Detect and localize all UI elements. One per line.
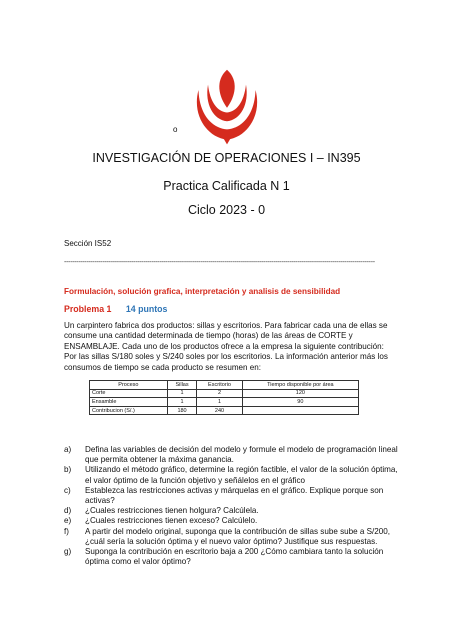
- table-cell: 2: [197, 389, 242, 398]
- cycle-label: Ciclo 2023 - 0: [187, 203, 266, 217]
- question-item: [64, 445, 399, 465]
- question-label: e): [64, 516, 72, 526]
- table-cell: Corte: [90, 389, 168, 398]
- question-item: [64, 547, 399, 567]
- document-subtitle: Practica Calificada N 1: [163, 179, 290, 193]
- table-cell: Contribucion (S/.): [90, 406, 168, 415]
- question-item: [64, 486, 399, 506]
- question-label: g): [64, 547, 72, 557]
- question-item: [64, 527, 399, 547]
- question-item: [64, 465, 399, 485]
- table-cell: 1: [197, 398, 242, 407]
- table-cell: 1: [167, 398, 197, 407]
- table-cell: 1: [167, 389, 197, 398]
- table-header-cell: Proceso: [90, 381, 168, 390]
- question-label: b): [64, 465, 72, 475]
- question-label: a): [64, 445, 72, 454]
- table-cell: 180: [167, 406, 197, 415]
- document-title: INVESTIGACIÓN DE OPERACIONES I – IN395: [92, 151, 361, 165]
- separator-line: ---------------------------------------------------------------------------------------------------------------------------------------------------------: [64, 259, 375, 266]
- question-text: Suponga la contribución en escritorio baja a 200 ¿Cómo cambiara tanto la solución óptima como el valor óptimo?: [85, 547, 384, 567]
- question-text: ¿Cuales restricciones tienen holgura? Calcúlela.: [85, 506, 259, 516]
- problem-heading: [64, 304, 167, 314]
- section-label: Sección IS52: [64, 239, 112, 248]
- question-text: ¿Cuales restricciones tienen exceso? Calcúlelo.: [85, 516, 258, 526]
- question-label: c): [64, 485, 71, 495]
- table-header-cell: Tiempo disponible por área: [242, 381, 358, 390]
- problem-name: Problema 1: [64, 304, 112, 314]
- question-item: [64, 506, 399, 516]
- table-row: [90, 398, 359, 407]
- table-cell: [242, 406, 358, 415]
- table-cell: 90: [242, 398, 358, 407]
- table-row: [90, 406, 359, 415]
- table-header-cell: Sillas: [167, 381, 197, 390]
- question-list: [64, 445, 399, 567]
- question-text: Establezca las restricciones activas y márquelas en el gráfico. Explique porque son activas?: [85, 485, 384, 506]
- problem-description: Un carpintero fabrica dos productos: sillas y escritorios. Para fabricar cada una de ellas se consume una cantidad determinada de tiempo (horas) de las áreas de CORTE y ENSAMBLAJE. Cada uno de los productos ofrece a la empresa la siguiente contribución: Por las sillas S/180 soles y S/240 soles por los escritorios. La información anterior más los consumos de tiempo se cada producto se resumen en:: [64, 321, 388, 372]
- question-label: f): [64, 526, 69, 536]
- question-text: Defina las variables de decisión del modelo y formule el modelo de programación lineal que permita obtener la máxima ganancia.: [85, 445, 398, 465]
- data-table: [89, 380, 359, 415]
- question-item: [64, 516, 399, 526]
- table-cell: 120: [242, 389, 358, 398]
- question-text: Utilizando el método gráfico, determine la región factible, el valor de la solución óptima, el valor óptimo de la función objetivo y señálelos en el gráfico: [85, 465, 398, 485]
- question-text: A partir del modelo original, suponga que la contribución de sillas sube sube a S/200, ¿cuál sería la solución óptima y el nuevo valor óptimo? Justifique sus respuestas.: [85, 526, 391, 546]
- topic-heading: Formulación, solución grafica, interpretación y analisis de sensibilidad: [64, 287, 341, 296]
- table-header-row: [90, 381, 359, 390]
- upc-flame-logo-icon: [193, 67, 261, 145]
- degree-mark: o: [173, 125, 178, 134]
- table-header-cell: Escritorio: [197, 381, 242, 390]
- problem-points: 14 puntos: [125, 304, 168, 314]
- question-label: d): [64, 506, 72, 516]
- table-cell: 240: [197, 406, 242, 415]
- table-cell: Ensamble: [90, 398, 168, 407]
- table-row: [90, 389, 359, 398]
